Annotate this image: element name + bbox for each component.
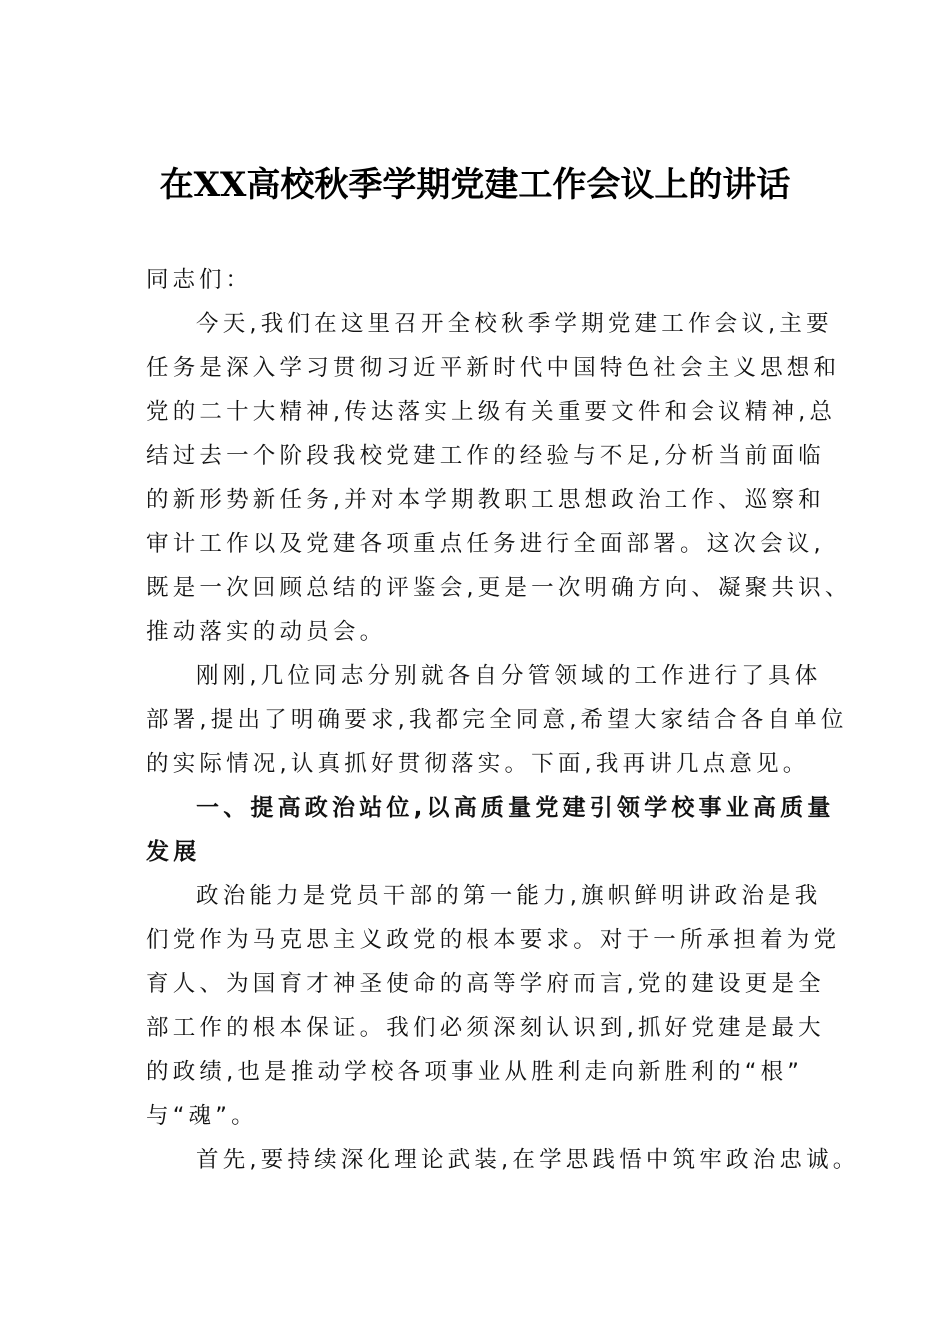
paragraph-opening xyxy=(146,302,852,654)
paragraph-line: 的实际情况,认真抓好贯彻落实。下面,我再讲几点意见。 xyxy=(146,751,810,777)
document-title: 在XX高校秋季学期党建工作会议上的讲话 xyxy=(159,165,791,205)
paragraph-line: 今天,我们在这里召开全校秋季学期党建工作会议,主要 xyxy=(196,311,833,337)
paragraph-line: 育人、为国育才神圣使命的高等学府而言,党的建设更是全 xyxy=(146,971,825,997)
paragraph-line: 党的二十大精神,传达落实上级有关重要文件和会议精神,总 xyxy=(146,399,837,425)
paragraph-line: 首先,要持续深化理论武装,在学思践悟中筑牢政治忠诚。 xyxy=(196,1147,860,1173)
document-body xyxy=(146,258,860,1182)
paragraph-line: 政治能力是党员干部的第一能力,旗帜鲜明讲政治是我 xyxy=(196,883,822,909)
paragraph-line: 部署,提出了明确要求,我都完全同意,希望大家结合各自单位 xyxy=(146,707,848,733)
paragraph-line: 们党作为马克思主义政党的根本要求。对于一所承担着为党 xyxy=(146,927,841,953)
paragraph-line: 既是一次回顾总结的评鉴会,更是一次明确方向、凝聚共识、 xyxy=(146,575,852,601)
paragraph-political-capacity xyxy=(146,874,841,1138)
paragraph-transition xyxy=(146,654,848,786)
paragraph-line: 刚刚,几位同志分别就各自分管领域的工作进行了具体 xyxy=(196,663,822,689)
paragraph-line: 部工作的根本保证。我们必须深刻认识到,抓好党建是最大 xyxy=(146,1015,825,1041)
paragraph-line: 的新形势新任务,并对本学期教职工思想政治工作、巡察和 xyxy=(146,487,825,513)
paragraph-line: 结过去一个阶段我校党建工作的经验与不足,分析当前面临 xyxy=(146,443,825,469)
heading-line: 一、提高政治站位,以高质量党建引领学校事业高质量 xyxy=(196,795,835,821)
salutation xyxy=(146,258,826,302)
paragraph-line: 推动落实的动员会。 xyxy=(146,619,387,645)
paragraph-line: 审计工作以及党建各项重点任务进行全面部署。这次会议, xyxy=(146,531,825,557)
paragraph-line: 与“魂”。 xyxy=(146,1103,258,1129)
section-heading-1 xyxy=(146,786,835,874)
paragraph-line: 任务是深入学习贯彻习近平新时代中国特色社会主义思想和 xyxy=(146,355,841,381)
paragraph-line: 的政绩,也是推动学校各项事业从胜利走向新胜利的“根” xyxy=(146,1059,804,1085)
salutation-text: 同志们： xyxy=(146,267,253,293)
heading-line: 发展 xyxy=(146,839,201,865)
paragraph-first-point xyxy=(146,1138,860,1182)
